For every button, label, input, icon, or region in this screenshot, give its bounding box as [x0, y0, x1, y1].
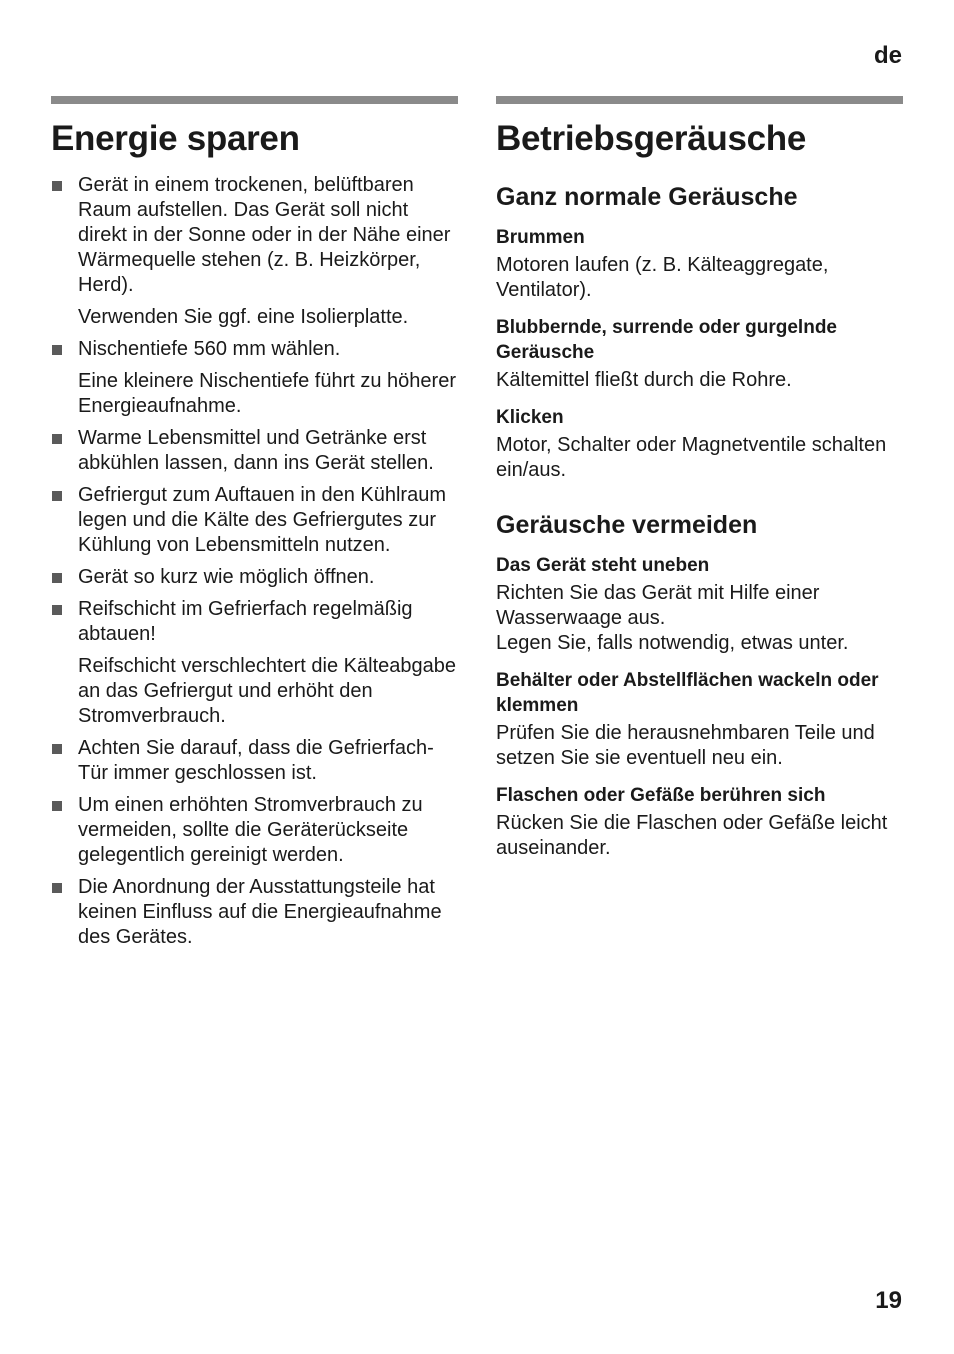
- tip-text: Um einen erhöhten Stromverbrauch zu vermeiden, sollte die Geräterückseite gelegentlich gereinigt werden.: [78, 794, 423, 866]
- list-item: [51, 597, 458, 729]
- noise-item: [496, 225, 903, 303]
- bullet-icon: [52, 801, 62, 811]
- list-item: [51, 793, 458, 868]
- section-rule: [51, 96, 458, 104]
- noise-item: [496, 783, 903, 861]
- noise-text: Prüfen Sie die herausnehmbaren Teile und setzen Sie sie eventuell neu ein.: [496, 722, 875, 769]
- noise-text: Rücken Sie die Flaschen oder Gefäße leicht auseinander.: [496, 812, 888, 859]
- operating-noises-column: [496, 96, 903, 861]
- list-item: [51, 483, 458, 558]
- bullet-icon: [52, 181, 62, 191]
- tip-text: Gerät so kurz wie möglich öffnen.: [78, 566, 375, 588]
- bullet-icon: [52, 434, 62, 444]
- tip-text: Gefriergut zum Auftauen in den Kühlraum legen und die Kälte des Gefriergutes zur Kühlung von Lebensmitteln nutzen.: [78, 484, 446, 556]
- noise-title: Behälter oder Abstellflächen wackeln oder klemmen: [496, 670, 879, 716]
- bullet-icon: [52, 573, 62, 583]
- noise-text: Kältemittel fließt durch die Rohre.: [496, 369, 792, 391]
- section-rule: [496, 96, 903, 104]
- section-heading: Geräusche vermeiden: [496, 511, 758, 539]
- list-item: [51, 173, 458, 330]
- section-heading: Ganz normale Geräusche: [496, 183, 798, 211]
- bullet-icon: [52, 345, 62, 355]
- page-number: 19: [875, 1287, 902, 1314]
- tip-text: Achten Sie darauf, dass die Gefrierfach-Tür immer geschlossen ist.: [78, 737, 434, 784]
- language-code: de: [873, 42, 902, 69]
- energy-saving-title: Energie sparen: [51, 119, 300, 158]
- noise-title: Klicken: [496, 407, 564, 428]
- energy-tips-list: [51, 173, 458, 950]
- avoid-noises-section: [496, 509, 903, 861]
- tip-note: Eine kleinere Nischentiefe führt zu höherer Energieaufnahme.: [78, 370, 456, 417]
- noise-title: Blubbernde, surrende oder gurgelnde Geräusche: [496, 317, 837, 363]
- noise-item: [496, 315, 903, 393]
- tip-text: Die Anordnung der Ausstattungsteile hat keinen Einfluss auf die Energieaufnahme des Gerätes.: [78, 876, 442, 948]
- bullet-icon: [52, 605, 62, 615]
- noise-text: Motor, Schalter oder Magnetventile schalten ein/aus.: [496, 434, 887, 481]
- noise-text-extra: Legen Sie, falls notwendig, etwas unter.: [496, 632, 849, 654]
- tip-note: Verwenden Sie ggf. eine Isolierplatte.: [78, 306, 409, 328]
- noise-title: Brummen: [496, 227, 585, 248]
- normal-noises-section: [496, 181, 903, 483]
- tip-text: Gerät in einem trockenen, belüftbaren Raum aufstellen. Das Gerät soll nicht direkt in der Sonne oder in der Nähe einer Wärmequelle stehen (z. B. Heizkörper, Herd).: [78, 174, 451, 296]
- noise-title: Flaschen oder Gefäße berühren sich: [496, 785, 826, 806]
- bullet-icon: [52, 883, 62, 893]
- list-item: [51, 875, 458, 950]
- noise-item: [496, 553, 903, 656]
- noise-item: [496, 668, 903, 771]
- list-item: [51, 565, 458, 590]
- list-item: [51, 426, 458, 476]
- noise-text: Motoren laufen (z. B. Kälteaggregate, Ventilator).: [496, 254, 829, 301]
- tip-text: Reifschicht im Gefrierfach regelmäßig abtauen!: [78, 598, 413, 645]
- noise-title: Das Gerät steht uneben: [496, 555, 710, 576]
- list-item: [51, 337, 458, 419]
- noise-item: [496, 405, 903, 483]
- operating-noises-title: Betriebsgeräusche: [496, 119, 807, 158]
- energy-saving-column: [51, 96, 458, 957]
- tip-text: Warme Lebensmittel und Getränke erst abkühlen lassen, dann ins Gerät stellen.: [78, 427, 434, 474]
- noise-text: Richten Sie das Gerät mit Hilfe einer Wasserwaage aus.: [496, 582, 820, 629]
- bullet-icon: [52, 744, 62, 754]
- list-item: [51, 736, 458, 786]
- tip-text: Nischentiefe 560 mm wählen.: [78, 338, 341, 360]
- bullet-icon: [52, 491, 62, 501]
- tip-note: Reifschicht verschlechtert die Kälteabgabe an das Gefriergut und erhöht den Stromverbrauch.: [78, 655, 456, 727]
